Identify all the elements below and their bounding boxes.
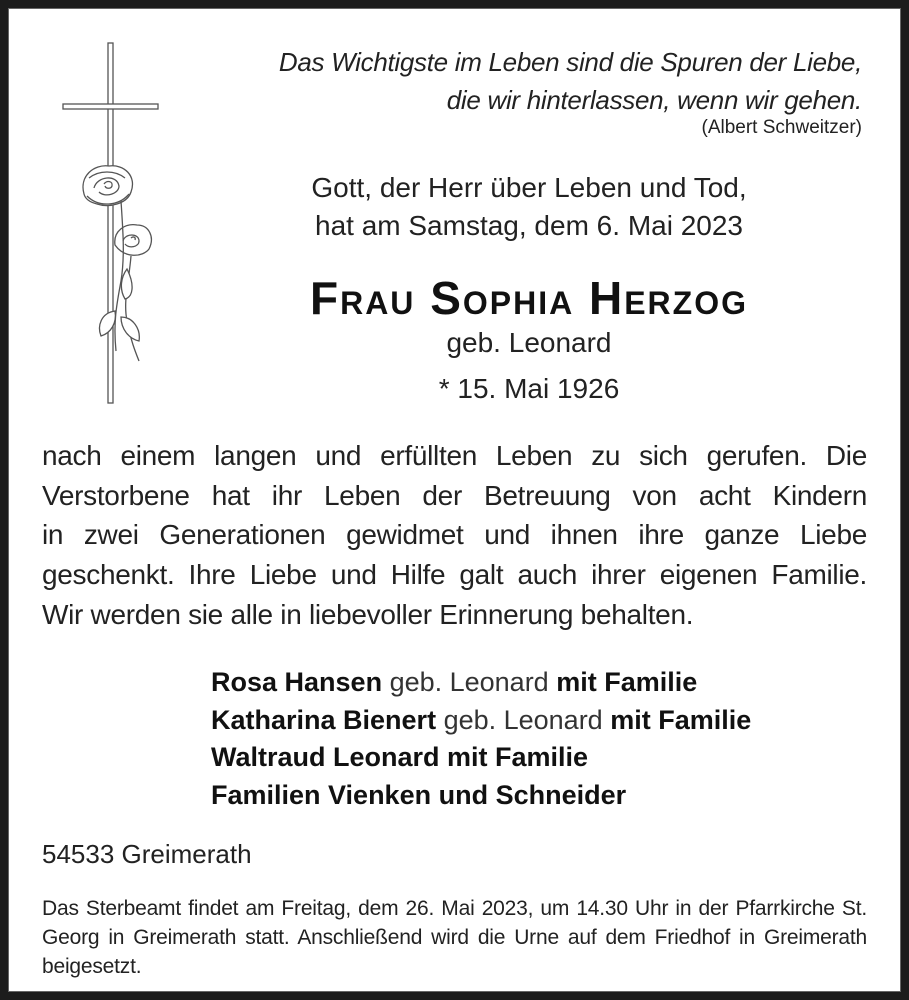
body-line: geschenkt. Ihre Liebe und Hilfe galt auch ihrer eigenen Familie. <box>42 558 867 590</box>
body-paragraph <box>42 436 867 594</box>
body-line: Verstorbene hat ihr Leben der Betreuung von acht Kindern <box>42 479 867 511</box>
birth-date: * 15. Mai 1926 <box>438 373 620 404</box>
mourner-entry <box>211 664 751 702</box>
mourner-suffix: mit Familie <box>610 704 752 735</box>
body-line: nach einem langen und erfüllten Leben zu sich gerufen. Die <box>42 440 867 471</box>
intro-line: Gott, der Herr über Leben und Tod, <box>311 172 747 203</box>
quote-author: (Albert Schweitzer) <box>701 117 862 138</box>
maiden-name: geb. Leonard <box>446 327 612 358</box>
intro-line: hat am Samstag, dem 6. Mai 2023 <box>315 210 743 241</box>
service-info: Das Sterbeamt findet am Freitag, dem 26. Mai 2023, um 14.30 Uhr in der Pfarrkirche St. Georg in Greimerath statt. Anschließend wird die Urne auf dem Friedhof in Greimerath beigesetzt. <box>42 897 867 978</box>
place: 54533 Greimerath <box>42 839 252 869</box>
mourner-entry <box>211 739 751 777</box>
closing-sentence: Wir werden sie alle in liebevoller Erinnerung behalten. <box>42 599 694 630</box>
mourner-name: Waltraud Leonard mit Familie <box>211 742 589 772</box>
mourner-name: Katharina Bienert <box>211 704 437 735</box>
mourner-name: Rosa Hansen <box>211 667 383 697</box>
intro-text <box>189 169 869 245</box>
body-line: in zwei Generationen gewidmet und ihnen ihre ganze Liebe <box>42 519 867 550</box>
mourner-name: Familien Vienken und Schneider <box>211 779 627 810</box>
mourners-list <box>211 664 751 814</box>
mourner-suffix: mit Familie <box>556 667 698 697</box>
quote <box>279 43 862 119</box>
mourner-entry <box>211 777 751 815</box>
obituary-notice <box>8 8 901 992</box>
mourner-maiden: geb. Leonard <box>382 667 557 697</box>
mourner-entry <box>211 702 751 740</box>
quote-line: Das Wichtigste im Leben sind die Spuren der Liebe, <box>278 47 862 77</box>
cross-with-roses-icon <box>61 41 171 411</box>
deceased-name: Frau Sophia Herzog <box>309 272 748 324</box>
quote-line: die wir hinterlassen, wenn wir gehen. <box>446 85 862 115</box>
mourner-maiden: geb. Leonard <box>436 704 611 735</box>
